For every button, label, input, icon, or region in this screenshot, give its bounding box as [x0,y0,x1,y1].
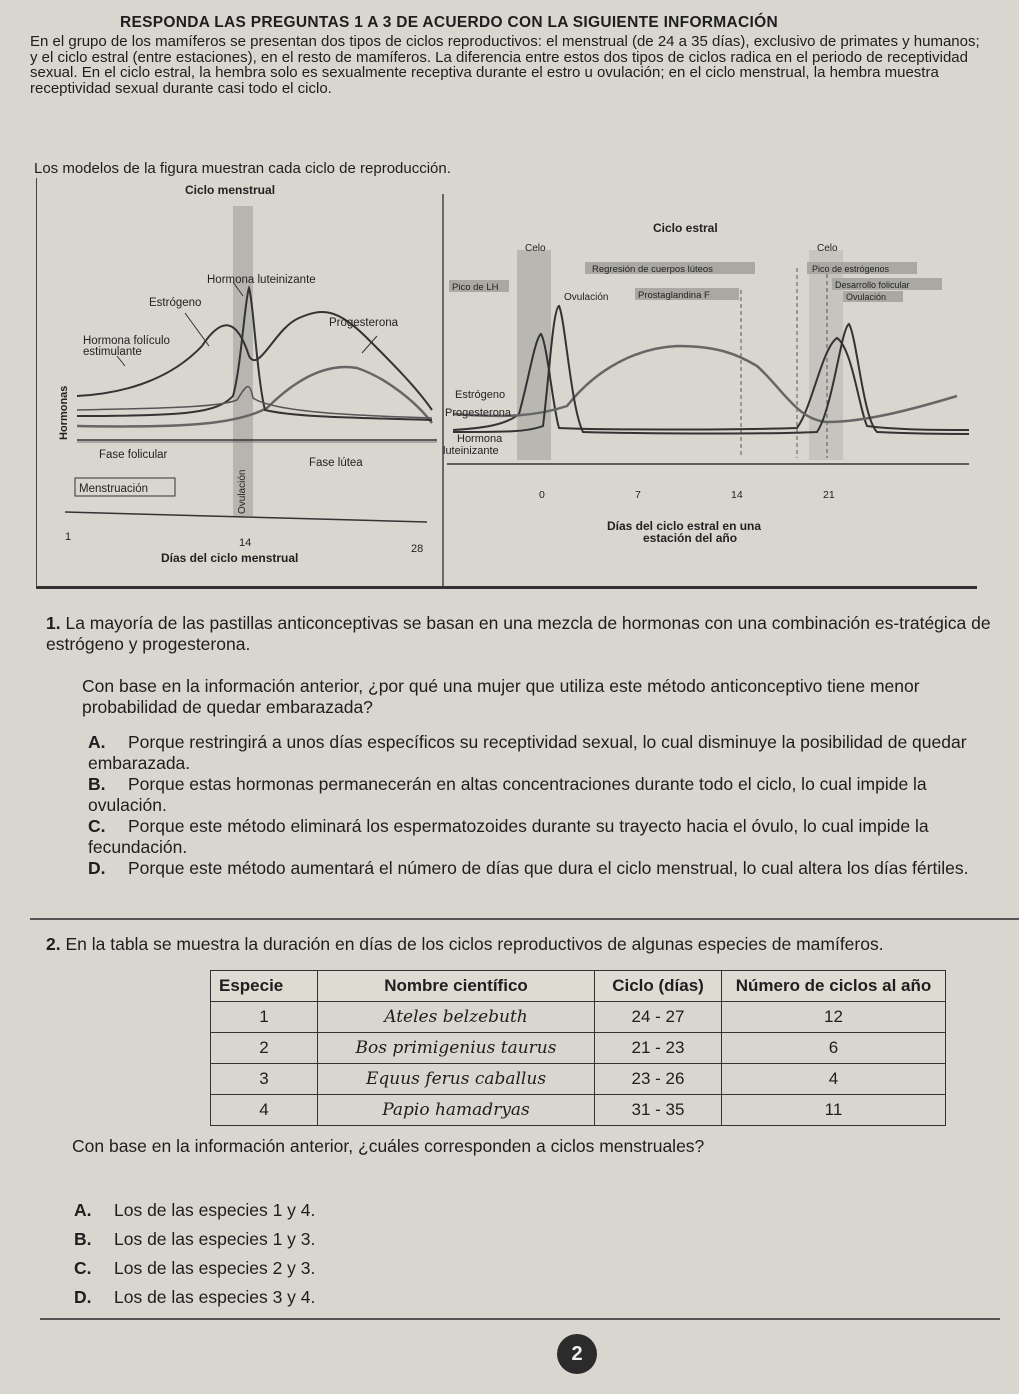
cell-cycle-days: 21 - 23 [595,1033,722,1064]
celo-right-label: Celo [817,243,838,254]
cell-cycles-per-year: 12 [722,1002,946,1033]
question-2-option-a[interactable] [74,1200,674,1221]
option-text: Porque este método aumentará el número de días que dura el ciclo menstrual, lo cual altera los días fértiles. [128,858,969,878]
cell-species: 2 [211,1033,318,1064]
option-text: Porque restringirá a unos días específicos su receptividad sexual, lo cual disminuye la posibilidad de quedar embarazada. [88,732,967,773]
cell-scientific-name: Bos primigenius taurus [318,1033,595,1064]
reproductive-cycle-diagrams [37,178,977,586]
y-axis-label: Hormonas [58,385,70,440]
option-letter: B. [74,1229,92,1249]
estral-lh-label-2: luteinizante [443,445,499,457]
option-text: Los de las especies 1 y 4. [114,1200,316,1220]
menstrual-title: Ciclo menstrual [185,183,276,197]
question-2-stem [46,934,1006,955]
question-1-number: 1. [46,613,61,633]
question-1-option-b[interactable] [88,774,1010,816]
question-2-option-d[interactable] [74,1287,674,1308]
question-2-number: 2. [46,934,61,954]
estrogen-peak-label: Pico de estrógenos [812,264,890,274]
question-1-text: La mayoría de las pastillas anticonceptivas se basan en una mezcla de hormonas con una combinación es-tratégica de estrógeno y progesterona. [46,613,991,654]
follicular-phase-label: Fase folicular [99,449,168,461]
estral-tick-14: 14 [731,489,743,501]
ovulation-band [233,206,253,516]
option-letter: D. [88,858,106,878]
menstrual-x-axis-label: Días del ciclo menstrual [161,551,299,565]
follicle-dev-label: Desarrollo folicular [835,280,910,290]
cell-species: 3 [211,1064,318,1095]
fsh-label-2: estimulante [83,346,142,358]
estral-lh-label-1: Hormona [457,433,503,445]
column-header: Ciclo (días) [595,971,722,1002]
question-1-prompt: Con base en la información anterior, ¿por qué una mujer que utiliza este método anticonceptivo tiene menor probabilidad de quedar embarazada? [82,676,920,717]
option-letter: D. [74,1287,92,1307]
option-letter: B. [88,774,106,794]
tick-day-28: 28 [411,543,424,555]
fsh-label-1: Hormona folículo [83,335,170,347]
cell-cycle-days: 24 - 27 [595,1002,722,1033]
estral-tick-21: 21 [823,489,835,501]
regression-label: Regresión de cuerpos lúteos [592,264,713,275]
ovulation-right-label: Ovulación [846,292,887,302]
lh-peak-label: Pico de LH [452,282,499,293]
question-1-option-a[interactable] [88,732,1010,774]
celo-left-label: Celo [525,243,546,254]
menstrual-cycle-diagram [58,183,437,565]
tick-day-1: 1 [65,531,72,543]
figure-caption: Los modelos de la figura muestran cada ciclo de reproducción. [34,160,451,177]
option-letter: C. [74,1258,92,1278]
estral-x-axis-label-2: estación del año [643,531,738,545]
section-divider [30,918,1019,920]
question-2-text-end: se muestra la duración en días de los ciclos reproductivos de algunas especies de mamíferos. [153,934,884,954]
option-letter: C. [88,816,106,836]
estral-x-axis-label-1: Días del ciclo estral en una [607,519,762,533]
cell-cycles-per-year: 6 [722,1033,946,1064]
estral-title: Ciclo estral [653,221,718,235]
table-row [211,1002,946,1033]
cell-species: 1 [211,1002,318,1033]
column-header: Número de ciclos al año [722,971,946,1002]
option-text: Los de las especies 3 y 4. [114,1287,316,1307]
table-header-row [211,971,946,1002]
column-header: Especie [211,971,318,1002]
intro-paragraph: En el grupo de los mamíferos se presentan dos tipos de ciclos reproductivos: el menstrual (de 24 a 35 días), exclusivo de primates y humanos; y el ciclo estral (entre estaciones), en el resto de mamíferos. La diferencia entre estos dos tipos de ciclos radica en el periodo de receptividad sexual. En el ciclo estral, la hembra solo es sexualmente receptiva durante el estro u ovulación; en el ciclo menstrual, la hembra muestra receptividad sexual durante casi todo el ciclo. [30,33,980,97]
question-2-option-c[interactable] [74,1258,674,1279]
question-1-option-c[interactable] [88,816,1010,858]
figure-panel [36,178,977,589]
cell-species: 4 [211,1095,318,1126]
lh-label: Hormona luteinizante [207,274,316,286]
estral-cycle-diagram [443,221,969,545]
option-letter: A. [88,732,106,752]
column-header: Nombre científico [318,971,595,1002]
species-table [210,970,946,1126]
ovulation-label: Ovulación [237,469,248,514]
cell-scientific-name: Papio hamadryas [318,1095,595,1126]
bottom-divider [40,1318,1000,1320]
estral-tick-0: 0 [539,489,545,501]
question-2-prompt: Con base en la información anterior, ¿cuáles corresponden a ciclos menstruales? [72,1136,705,1156]
cell-cycle-days: 23 - 26 [595,1064,722,1095]
cell-cycles-per-year: 11 [722,1095,946,1126]
prostaglandin-label: Prostaglandina F [638,290,710,301]
option-text: Los de las especies 1 y 3. [114,1229,316,1249]
option-text: Los de las especies 2 y 3. [114,1258,316,1278]
menstruation-label: Menstruación [79,483,149,495]
cell-scientific-name: Equus ferus caballus [318,1064,595,1095]
section-heading: RESPONDA LAS PREGUNTAS 1 A 3 DE ACUERDO CON LA SIGUIENTE INFORMACIÓN [120,14,778,31]
question-2-option-b[interactable] [74,1229,674,1250]
tick-day-14: 14 [239,537,252,549]
option-letter: A. [74,1200,92,1220]
page-number-badge: 2 [557,1334,597,1374]
luteal-phase-label: Fase lútea [309,457,363,469]
table-row [211,1033,946,1064]
cell-cycle-days: 31 - 35 [595,1095,722,1126]
cell-scientific-name: Ateles belzebuth [318,1002,595,1033]
estral-ovulation-label: Ovulación [564,292,609,303]
estral-progesterone-label: Progesterona [445,407,512,419]
estral-tick-7: 7 [635,489,641,501]
option-text: Porque estas hormonas permanecerán en altas concentraciones durante todo el ciclo, lo cual impide la ovulación. [88,774,927,815]
table-row [211,1095,946,1126]
question-1-stem [46,613,1006,655]
estrogen-label: Estrógeno [149,297,202,309]
question-2-text-start: En la tabla [65,934,149,954]
estral-estrogen-label: Estrógeno [455,389,506,401]
progesterone-label: Progesterona [329,317,399,329]
cell-cycles-per-year: 4 [722,1064,946,1095]
question-1-option-d[interactable] [88,858,1010,879]
option-text: Porque este método eliminará los espermatozoides durante su trayecto hacia el óvulo, lo cual impide la fecundación. [88,816,929,857]
table-row [211,1064,946,1095]
